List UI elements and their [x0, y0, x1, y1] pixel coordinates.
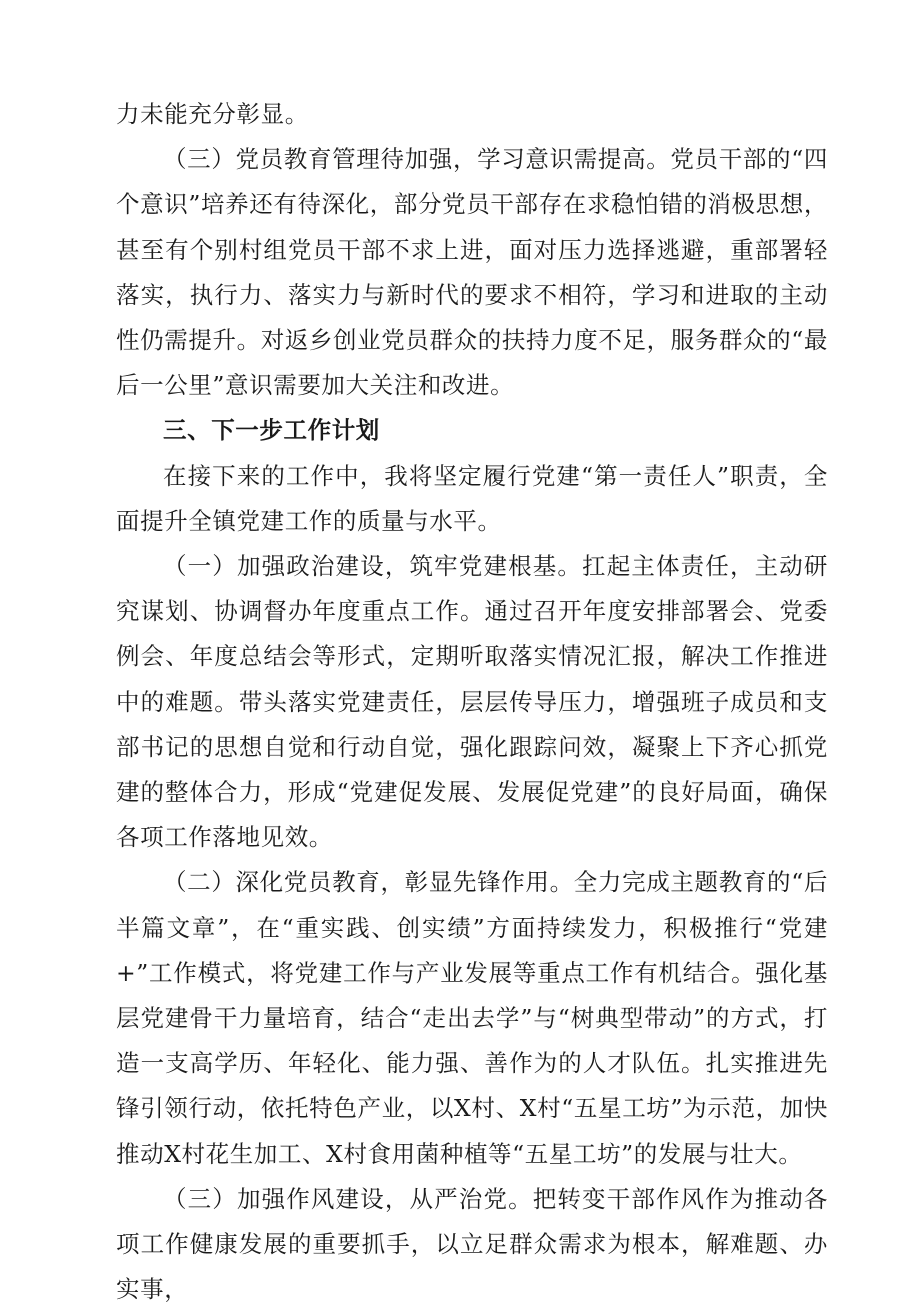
paragraph-political-construction: （一）加强政治建设，筑牢党建根基。扛起主体责任，主动研究谋划、协调督办年度重点工作。通过召开年度安排部署会、党委例会、年度总结会等形式，定期听取落实情况汇报，解决工作推进中的难题。带头落实党建责任，层层传导压力，增强班子成员和支部书记的思想自觉和行动自觉，强化跟踪问效，凝聚上下齐心抓党建的整体合力，形成“党建促发展、发展促党建”的良好局面，确保各项工作落地见效。 — [116, 552, 828, 852]
paragraph-work-style: （三）加强作风建设，从严治党。把转变干部作风作为推动各项工作健康发展的重要抓手，以立足群众需求为根本，解难题、办实事， — [116, 1184, 828, 1304]
paragraph-education-management: （三）党员教育管理待加强，学习意识需提高。党员干部的“四个意识”培养还有待深化，部分党员干部存在求稳怕错的消极思想，甚至有个别村组党员干部不求上进，面对压力选择逃避，重部署轻落实，执行力、落实力与新时代的要求不相符，学习和进取的主动性仍需提升。对返乡创业党员群众的扶持力度不足，服务群众的“最后一公里”意识需要加大关注和改进。 — [116, 145, 828, 400]
document-body — [116, 92, 828, 1312]
paragraph-continuation: 力未能充分彰显。 — [116, 100, 309, 128]
section-heading-next-plan: 三、下一步工作计划 — [163, 416, 380, 445]
paragraph-intro: 在接下来的工作中，我将坚定履行党建“第一责任人”职责，全面提升全镇党建工作的质量与水平。 — [116, 461, 828, 535]
paragraph-party-education: （二）深化党员教育，彰显先锋作用。全力完成主题教育的“后半篇文章”，在“重实践、创实绩”方面持续发力，积极推行“党建+”工作模式，将党建工作与产业发展等重点工作有机结合。强化基层党建骨干力量培育，结合“走出去学”与“树典型带动”的方式，打造一支高学历、年轻化、能力强、善作为的人才队伍。扎实推进先锋引领行动，依托特色产业，以X村、X村“五星工坊”为示范，加快推动X村花生加工、X村食用菌种植等“五星工坊”的发展与壮大。 — [116, 868, 828, 1168]
